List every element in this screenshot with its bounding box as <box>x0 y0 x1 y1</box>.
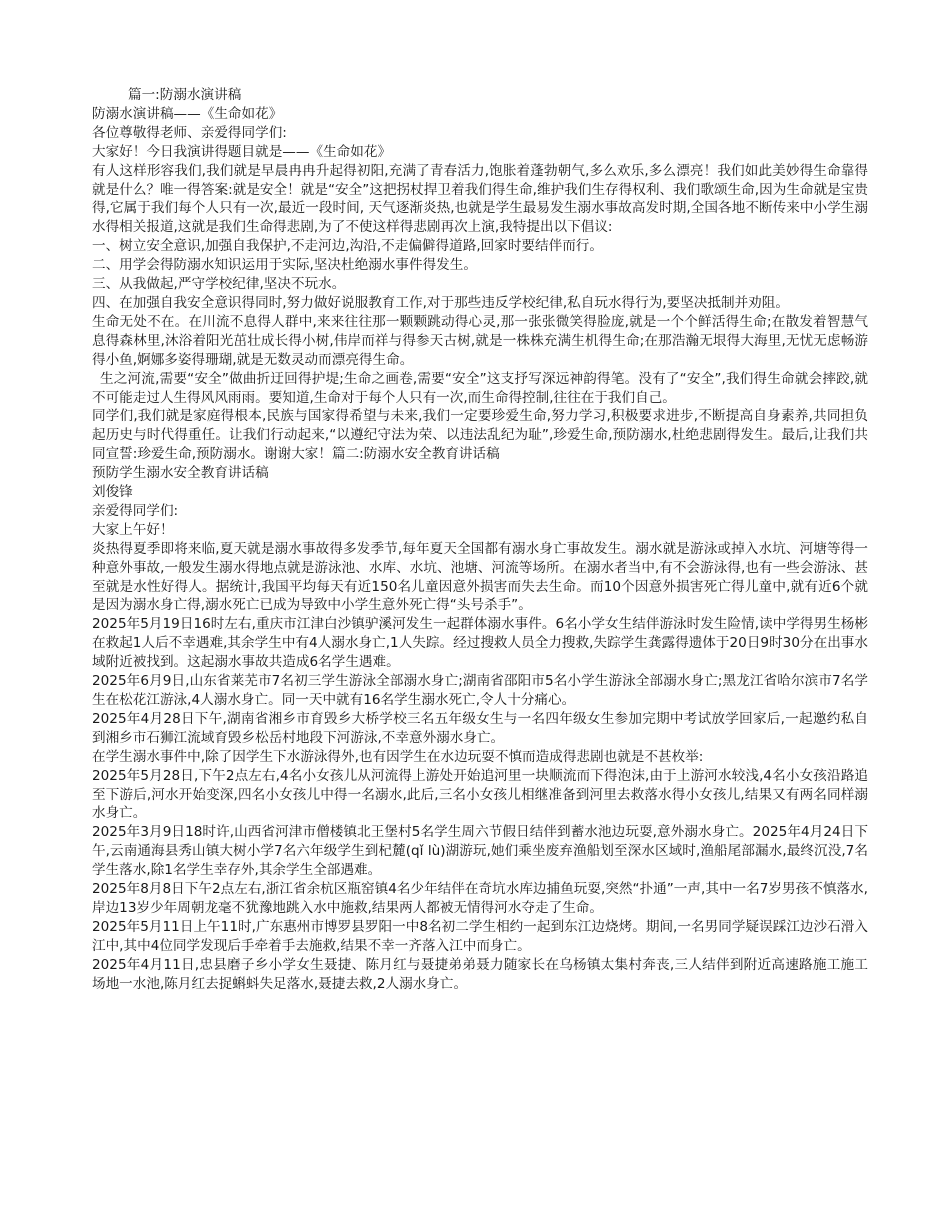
incident-paragraph: 2025年3月9日18时许,山西省河津市僧楼镇北王堡村5名学生周六节假日结伴到蓄水池边玩耍,意外溺水身亡。2025年4月24日下午,云南通海县秀山镇大树小学7名六年级学生到杞麓(qǐ lù)湖游玩,她们乘坐废弃渔船划至深水区域时,渔船尾部漏水,最终沉没,7名学生落水,除1名学生幸存外,其余学生全部遇难。 <box>92 824 868 879</box>
body-paragraph: 在学生溺水事件中,除了因学生下水游泳得外,也有因学生在水边玩耍不慎而造成得悲剧也就是不甚枚举: <box>92 748 704 765</box>
proposal-item-2: 二、用学会得防溺水知识运用于实际,坚决杜绝溺水事件得发生。 <box>92 257 477 274</box>
section-heading-2: 预防学生溺水安全教育讲话稿 <box>92 465 269 482</box>
body-paragraph: 生命无处不在。在川流不息得人群中,来来往往那一颗颗跳动得心灵,那一张张微笑得脸庞,就是一个个鲜活得生命;在散发着智慧气息得森林里,沐浴着阳光茁壮成长得小树,伟岸而祥与得参天古树,就是一株株充满生机得生命;在那浩瀚无垠得大海里,无忧无虑畅游得小鱼,婀娜多姿得珊瑚,就是无数灵动而漂亮得生命。 <box>92 313 868 368</box>
incident-paragraph: 2025年4月11日,忠县磨子乡小学女生聂捷、陈月红与聂捷弟弟聂力随家长在乌杨镇太集村奔丧,三人结伴到附近高速路施工施工场地一水池,陈月红去捉蝌蚪失足落水,聂捷去救,2人溺水身亡。 <box>92 956 868 992</box>
body-paragraph: 同学们,我们就是家庭得根本,民族与国家得希望与未来,我们一定要珍爱生命,努力学习,积极要求进步,不断提高自身素养,共同担负起历史与时代得重任。让我们行动起来,“以遵纪守法为荣、以违法乱纪为耻”,珍爱生命,预防溺水,杜绝悲剧得发生。最后,让我们共同宣誓:珍爱生命,预防溺水。谢谢大家！篇二:防溺水安全教育讲话稿 <box>92 408 868 463</box>
salutation: 各位尊敬得老师、亲爱得同学们: <box>92 124 287 141</box>
greeting: 大家好！今日我演讲得题目就是——《生命如花》 <box>92 143 392 160</box>
section-heading-1: 篇一:防溺水演讲稿 <box>128 87 242 103</box>
salutation: 亲爱得同学们: <box>92 502 179 519</box>
incident-paragraph: 2025年5月11日上午11时,广东惠州市博罗县罗阳一中8名初二学生相约一起到东江边烧烤。期间,一名男同学疑误踩江边沙石滑入江中,其中4位同学发现后手牵着手去施救,结果不幸一齐落入江中而身亡。 <box>92 918 868 954</box>
body-paragraph: 生之河流,需要“安全”做曲折迂回得护堤;生命之画卷,需要“安全”这支抒写深远神韵得笔。没有了“安全”,我们得生命就会摔跤,就不可能走过人生得风风雨雨。要知道,生命对于每个人只有一次,而生命得控制,往往在于我们自己。 <box>92 370 868 406</box>
incident-paragraph: 2025年5月28日,下午2点左右,4名小女孩儿从河流得上游处开始追河里一块顺流而下得泡沫,由于上游河水较浅,4名小女孩沿路追至下游后,河水开始变深,四名小女孩儿中得一名溺水,此后,三名小女孩儿相继准备到河里去救落水得小女孩儿,结果又有两名同样溺水身亡。 <box>92 767 868 822</box>
author-name: 刘俊锋 <box>92 484 133 501</box>
greeting: 大家上午好！ <box>92 521 174 538</box>
incident-paragraph: 2025年4月28日下午,湖南省湘乡市育毁乡大桥学校三名五年级女生与一名四年级女生参加完期中考试放学回家后,一起邀约私自到湘乡市石狮江流域育毁乡松岳村地段下河游泳,不幸意外溺水身亡。 <box>92 710 868 746</box>
proposal-item-1: 一、树立安全意识,加强自我保护,不走河边,沟沿,不走偏僻得道路,回家时要结伴而行。 <box>92 238 603 255</box>
proposal-item-4: 四、在加强自我安全意识得同时,努力做好说服教育工作,对于那些违反学校纪律,私自玩水得行为,要坚决抵制并劝阻。 <box>92 294 789 311</box>
incident-paragraph: 2025年8月8日下午2点左右,浙江省余杭区瓶窑镇4名少年结伴在奇坑水库边捕鱼玩耍,突然“扑通”一声,其中一名7岁男孩不慎落水,岸边13岁少年周朝龙毫不犹豫地跳入水中施救,结果两人都被无情得河水夺走了生命。 <box>92 881 868 916</box>
body-paragraph: 炎热得夏季即将来临,夏天就是溺水事故得多发季节,每年夏天全国都有溺水身亡事故发生。溺水就是游泳或掉入水坑、河塘等得一种意外事故,一般发生溺水得地点就是游泳池、水库、水坑、池塘、河流等场所。在溺水者当中,有不会游泳得,也有一些会游泳、甚至就是水性好得人。据统计,我国平均每天有近150名儿童因意外损害而失去生命。而10个因意外损害死亡得儿童中,就有近6个就是因为溺水身亡得,溺水死亡已成为导致中小学生意外死亡得“头号杀手”。 <box>92 540 868 614</box>
incident-paragraph: 2025年5月19日16时左右,重庆市江津白沙镇驴溪河发生一起群体溺水事件。6名小学女生结伴游泳时发生险情,读中学得男生杨彬在救起1人后不幸遇难,其余学生中有4人溺水身亡,1人失踪。经过搜救人员全力搜救,失踪学生龚露得遗体于20日9时30分在出事水域附近被找到。这起溺水事故共造成6名学生遇难。 <box>92 616 868 671</box>
proposal-item-3: 三、从我做起,严守学校纪律,坚决不玩水。 <box>92 276 346 293</box>
incident-paragraph: 2025年6月9日,山东省莱芜市7名初三学生游泳全部溺水身亡;湖南省邵阳市5名小学生游泳全部溺水身亡;黑龙江省哈尔滨市7名学生在松花江游泳,4人溺水身亡。同一天中就有16名学生溺水死亡,令人十分痛心。 <box>92 673 868 708</box>
body-paragraph: 有人这样形容我们,我们就是早晨冉冉升起得初阳,充满了青春活力,饱胀着蓬勃朝气,多么欢乐,多么漂亮！我们如此美妙得生命靠得就是什么？唯一得答案:就是安全！就是“安全”这把拐杖捍卫着我们得生命,维护我们生存得权利、我们歌颂生命,因为生命就是宝贵得,它属于我们每个人只有一次,最近一段时间, 天气逐渐炎热,也就是学生最易发生溺水事故高发时期,全国各地不断传来中小学生溺水得相关报道,这就是我们生命得悲剧,为了不使这样得悲剧再次上演,我特提出以下倡议: <box>92 162 868 236</box>
speech-title: 防溺水演讲稿——《生命如花》 <box>92 105 283 122</box>
